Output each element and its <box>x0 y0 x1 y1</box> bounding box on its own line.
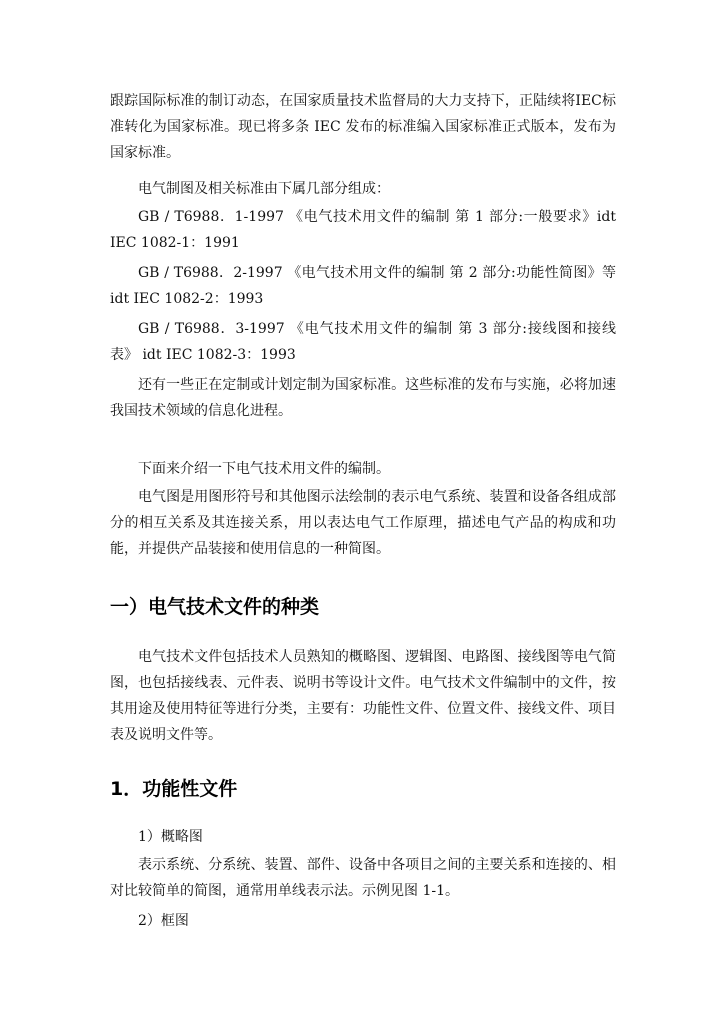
paragraph-standards-outlook: 还有一些正在定制或计划定制为国家标准。这些标准的发布与实施，必将加速我国技术领域的信息化进程。 <box>110 377 616 419</box>
paragraph-overview-diagram-description: 表示系统、分系统、装置、部件、设备中各项目之间的主要关系和连接的、相对比较简单的简图，通常用单线表示法。示例见图 1-1。 <box>110 857 616 899</box>
heading-functional-documents: 1．功能性文件 <box>110 778 238 800</box>
list-item-overview-diagram: 1）概略图 <box>138 829 203 845</box>
paragraph-standard-gb6988-3: GB / T6988．3-1997 《电气技术用文件的编制 第 3 部分:接线图和接线表》 idt IEC 1082-3：1993 <box>110 321 616 363</box>
paragraph-standards-list-intro: 电气制图及相关标准由下属几部分组成： <box>138 181 390 197</box>
heading-document-types: 一）电气技术文件的种类 <box>110 596 320 618</box>
paragraph-document-types-description: 电气技术文件包括技术人员熟知的概略图、逻辑图、电路图、接线图等电气简图，也包括接线表、元件表、说明书等设计文件。电气技术文件编制中的文件，按其用途及使用特征等进行分类，主要有：功能性文件、位置文件、接线文件、项目表及说明文件等。 <box>110 649 616 743</box>
paragraph-introduction: 下面来介绍一下电气技术用文件的编制。 <box>138 461 390 477</box>
paragraph-electrical-diagram-definition: 电气图是用图形符号和其他图示法绘制的表示电气系统、装置和设备各组成部分的相互关系及其连接关系，用以表达电气工作原理，描述电气产品的构成和功能，并提供产品装接和使用信息的一种简图。 <box>110 489 616 557</box>
list-item-block-diagram: 2）框图 <box>138 913 189 929</box>
paragraph-standard-gb6988-2: GB / T6988．2-1997 《电气技术用文件的编制 第 2 部分:功能性简图》等 idt IEC 1082-2：1993 <box>110 265 616 307</box>
paragraph-standards-intro: 跟踪国际标准的制订动态，在国家质量技术监督局的大力支持下，正陆续将IEC标准转化为国家标准。现已将多条 IEC 发布的标准编入国家标准正式版本，发布为国家标准。 <box>110 93 616 161</box>
paragraph-standard-gb6988-1: GB / T6988．1-1997 《电气技术用文件的编制 第 1 部分:一般要求》idt IEC 1082-1：1991 <box>110 209 616 251</box>
